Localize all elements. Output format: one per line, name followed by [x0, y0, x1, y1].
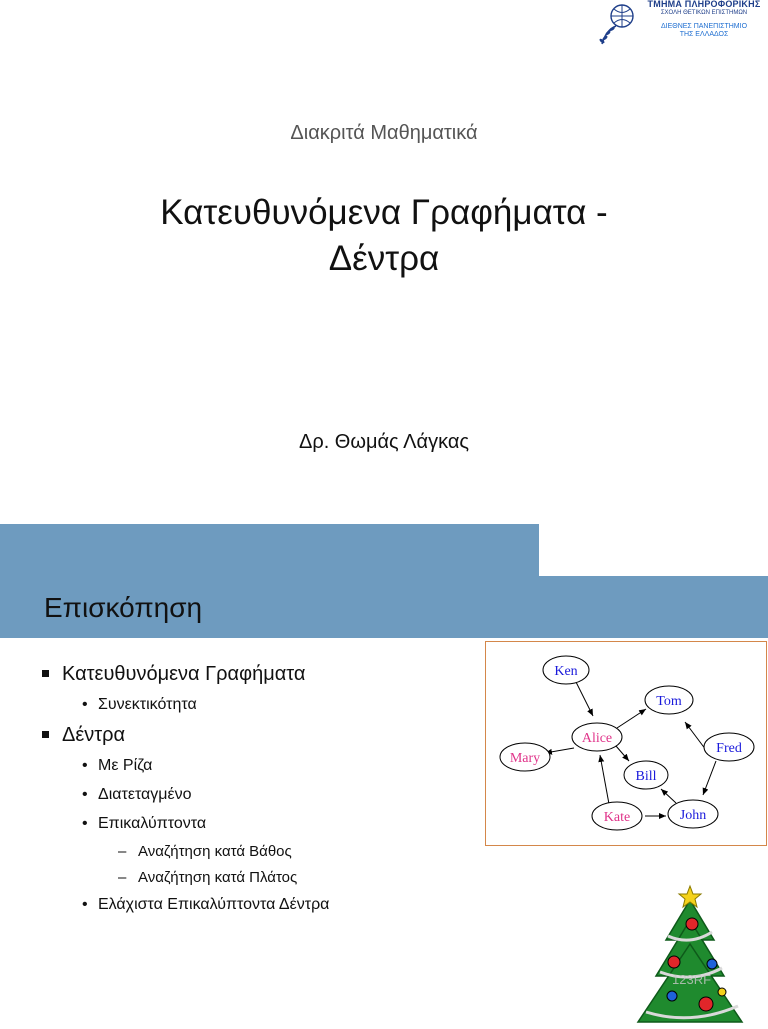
watermark-text: 123RF: [672, 972, 712, 987]
list-item-label: Κατευθυνόμενα Γραφήματα: [62, 663, 306, 685]
list-item-label: Αναζήτηση κατά Βάθος: [138, 843, 292, 860]
christmas-tree-image: [612, 876, 768, 1024]
dot-bullet-icon: •: [82, 786, 88, 803]
list-item-label: Διατεταγμένο: [98, 786, 192, 803]
list-item-label: Με Ρίζα: [98, 757, 153, 774]
laurel-globe-icon: [596, 0, 640, 50]
logo-school: ΣΧΟΛΗ ΘΕΤΙΚΩΝ ΕΠΙΣΤΗΜΩΝ: [660, 10, 748, 16]
list-item: [42, 755, 462, 784]
list-item-label: Ελάχιστα Επικαλύπτοντα Δέντρα: [98, 896, 330, 913]
list-item-label: Αναζήτηση κατά Πλάτος: [138, 869, 298, 886]
edge-alice-tom: [617, 709, 646, 728]
square-bullet-icon: [42, 670, 49, 677]
node-label-bill: Bill: [635, 769, 657, 784]
list-item: [42, 694, 462, 723]
dot-bullet-icon: •: [82, 815, 88, 832]
edge-alice-bill: [616, 746, 629, 761]
bullet-list: [42, 662, 462, 923]
square-bullet-icon: [42, 731, 49, 738]
logo-text: [640, 0, 768, 38]
list-item: [42, 723, 462, 755]
university-logo: [596, 0, 768, 50]
dot-bullet-icon: •: [82, 696, 88, 713]
list-item: [42, 868, 462, 894]
course-subject: Διακριτά Μαθηματικά: [290, 122, 478, 144]
edge-fred-john: [703, 761, 716, 795]
node-label-kate: Kate: [603, 810, 631, 825]
slide-title-line2: Δέντρα: [328, 239, 440, 278]
node-label-mary: Mary: [509, 751, 541, 766]
list-item-label: Δέντρα: [62, 724, 126, 746]
logo-department: ΤΜΗΜΑ ΠΛΗΡΟΦΟΡΙΚΗΣ: [647, 0, 761, 9]
edge-kate-alice: [600, 755, 609, 804]
directed-graph-figure: [485, 641, 767, 846]
list-item-label: Επικαλύπτοντα: [98, 815, 207, 832]
list-item-label: Συνεκτικότητα: [98, 696, 197, 713]
dash-bullet-icon: –: [118, 869, 127, 886]
dash-bullet-icon: –: [118, 843, 127, 860]
christmas-tree-icon: [612, 876, 768, 1024]
slide-title: [0, 190, 768, 282]
list-item: [42, 813, 462, 842]
list-item: [42, 784, 462, 813]
list-item: [42, 842, 462, 868]
dot-bullet-icon: •: [82, 757, 88, 774]
edge-alice-mary: [545, 748, 574, 753]
logo-university-country: ΤΗΣ ΕΛΛΑΔΟΣ: [679, 31, 729, 38]
overview-title: Επισκόπηση: [44, 592, 203, 623]
node-label-alice: Alice: [581, 731, 613, 746]
node-label-fred: Fred: [716, 741, 742, 756]
edge-john-bill: [661, 789, 676, 803]
slide-title-line1: Κατευθυνόμενα Γραφήματα -: [160, 193, 608, 232]
list-item: [42, 662, 462, 694]
header-banner-tab: [0, 524, 539, 576]
edge-ken-alice: [574, 678, 593, 716]
logo-university: ΔΙΕΘΝΕΣ ΠΑΝΕΠΙΣΤΗΜΙΟ: [660, 23, 748, 30]
author-name: Δρ. Θωμάς Λάγκας: [298, 431, 470, 453]
directed-graph: [486, 642, 766, 845]
node-label-tom: Tom: [656, 694, 682, 709]
list-item: [42, 894, 462, 923]
dot-bullet-icon: •: [82, 896, 88, 913]
node-label-john: John: [679, 808, 707, 823]
node-label-ken: Ken: [554, 664, 578, 679]
overview-slide: [0, 524, 768, 1024]
